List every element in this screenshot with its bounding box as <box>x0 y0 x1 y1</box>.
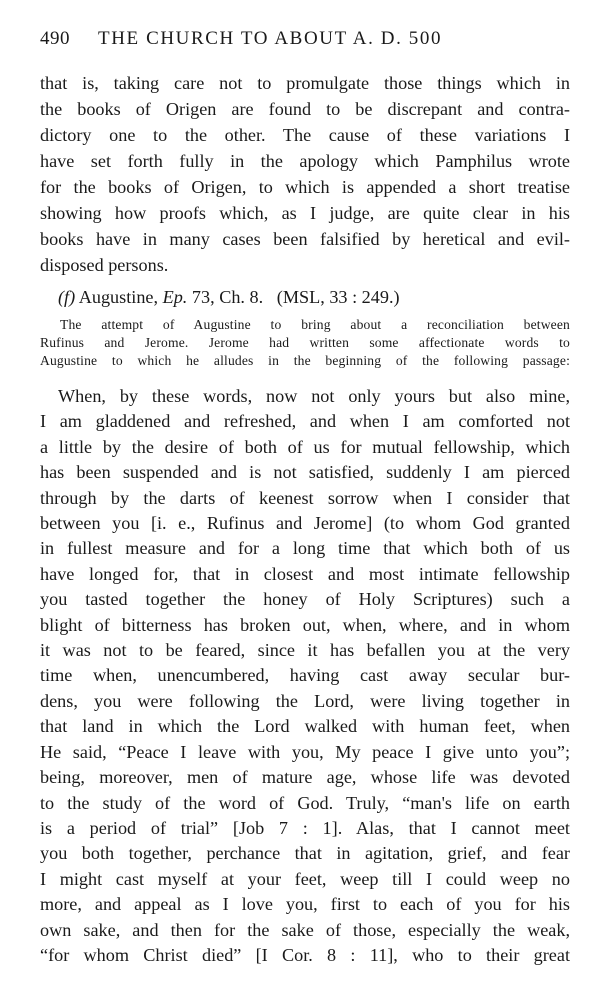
page-header <box>40 28 570 64</box>
text-line: have set forth fully in the apology which Pamphilus wrote <box>40 151 570 171</box>
passage-line: to the study of the word of God. Truly, “man's life on earth <box>40 792 570 813</box>
section-reference: 73, Ch. 8. <box>191 287 264 307</box>
text-line: disposed persons. <box>40 255 169 275</box>
section-citation: (MSL, 33 : 249.) <box>276 287 400 307</box>
passage-line: time when, unencumbered, having cast away secular bur- <box>40 665 570 686</box>
section-work: Ep. <box>162 287 188 307</box>
quoted-passage <box>40 384 570 968</box>
passage-line: dens, you were following the Lord, were living together in <box>40 690 570 711</box>
passage-line: blight of bitterness has broken out, when, where, and in whom <box>40 614 570 635</box>
opening-paragraph <box>40 70 570 278</box>
passage-line: in fullest measure and for a long time that which both of us <box>40 538 570 559</box>
running-title: THE CHURCH TO ABOUT A. D. 500 <box>98 28 443 49</box>
text-line: showing how proofs which, as I judge, are quite clear in his <box>40 203 570 223</box>
book-page <box>40 28 570 968</box>
passage-line: more, and appeal as I love you, first to each of you for his <box>40 894 570 915</box>
passage-line: that land in which the Lord walked with human feet, when <box>40 716 570 737</box>
passage-line: own sake, and then for the sake of those, especially the weak, <box>40 919 570 940</box>
section-label: (f) <box>58 287 76 307</box>
passage-line: you tasted together the honey of Holy Scriptures) such a <box>40 589 570 610</box>
page-number: 490 <box>40 28 70 49</box>
section-author: Augustine, <box>78 287 159 307</box>
passage-line: I might cast myself at your feet, weep till I could weep no <box>40 868 570 889</box>
intro-note <box>40 316 570 370</box>
passage-line: a little by the desire of both of us for mutual fellowship, which <box>40 436 570 457</box>
intro-line: Rufinus and Jerome. Jerome had written some affectionate words to <box>40 335 570 350</box>
text-line: the books of Origen are found to be discrepant and contra- <box>40 99 570 119</box>
passage-line: has been suspended and is not satisfied, suddenly I am pierced <box>40 462 570 483</box>
passage-line: it was not to be feared, since it has befallen you at the very <box>40 640 570 661</box>
text-line: books have in many cases been falsified by heretical and evil- <box>40 229 570 249</box>
passage-line: through by the darts of keenest sorrow when I consider that <box>40 487 570 508</box>
text-line: for the books of Origen, to which is appended a short treatise <box>40 177 570 197</box>
passage-line: have longed for, that in closest and most intimate fellowship <box>40 563 570 584</box>
passage-line: being, moreover, men of mature age, whose life was devoted <box>40 767 570 788</box>
passage-line: He said, “Peace I leave with you, My peace I give unto you”; <box>40 741 570 762</box>
passage-line: between you [i. e., Rufinus and Jerome] (to whom God granted <box>40 513 570 534</box>
intro-line: Augustine to which he alludes in the beginning of the following passage: <box>40 353 570 368</box>
passage-line: When, by these words, now not only yours but also mine, <box>58 386 570 406</box>
text-line: that is, taking care not to promulgate those things which in <box>40 73 570 93</box>
section-heading <box>40 284 570 310</box>
passage-line: is a period of trial” [Job 7 : 1]. Alas, that I cannot meet <box>40 817 570 838</box>
passage-line: I am gladdened and refreshed, and when I am comforted not <box>40 411 570 432</box>
passage-line: you both together, perchance that in agitation, grief, and fear <box>40 843 570 864</box>
intro-line: The attempt of Augustine to bring about a reconciliation between <box>60 317 570 332</box>
passage-line: “for whom Christ died” [I Cor. 8 : 11], who to their great <box>40 944 570 965</box>
text-line: dictory one to the other. The cause of these variations I <box>40 125 570 145</box>
